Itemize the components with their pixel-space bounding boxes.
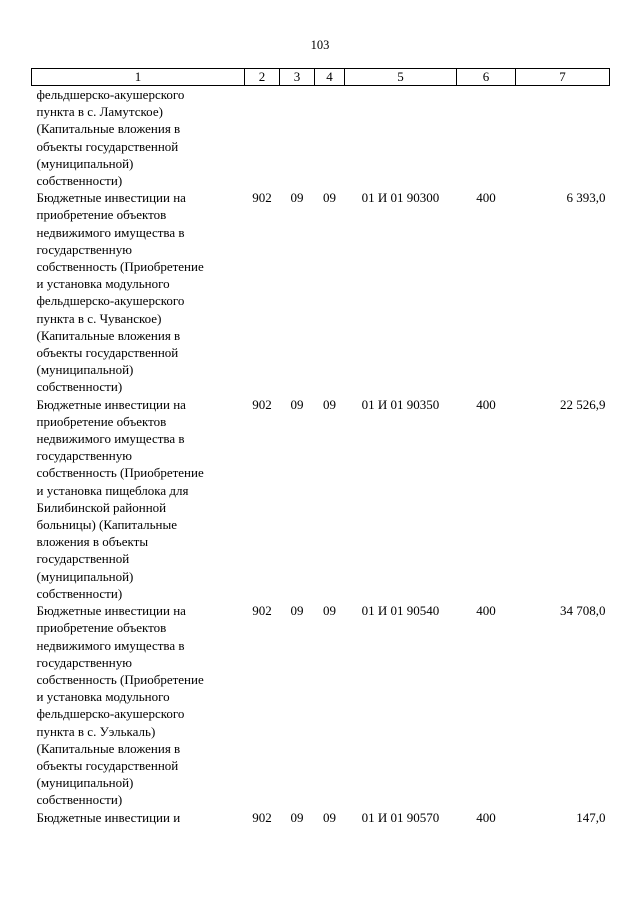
table-row [32, 396, 610, 602]
description-line: государственной [36, 551, 130, 567]
description-line: (муниципальной) [36, 362, 134, 378]
table-body [32, 86, 610, 826]
cell-section-code: 09 [290, 603, 304, 619]
cell-subsection-code [315, 86, 345, 190]
description-line: приобретение объектов [36, 413, 167, 429]
description-line: объекты государственной [36, 345, 179, 361]
cell-section-code: 09 [290, 396, 304, 412]
description-line: фельдшерско-акушерского [36, 87, 185, 102]
cell-amount: 147,0 [576, 809, 606, 825]
column-header-1: 1 [32, 69, 245, 86]
cell-target-article-code: 01 И 01 90540 [361, 603, 440, 619]
description-line: Бюджетные инвестиции на [36, 190, 186, 206]
description-line: вложения в объекты [36, 534, 149, 550]
row-description [32, 86, 245, 190]
cell-target-article-code: 01 И 01 90350 [361, 396, 440, 412]
description-line: Бюджетные инвестиции и [36, 809, 181, 825]
column-header-7: 7 [516, 69, 610, 86]
description-line: государственную [36, 654, 132, 670]
description-line: (муниципальной) [36, 568, 134, 584]
description-line: больницы) (Капитальные [36, 517, 177, 533]
cell-subsection-code: 09 [323, 603, 336, 619]
description-line: недвижимого имущества в [36, 637, 185, 653]
description-line: собственности) [36, 792, 123, 808]
description-line: объекты государственной [36, 757, 179, 773]
column-header-2: 2 [245, 69, 280, 86]
description-line: Билибинской районной [36, 499, 167, 515]
cell-target-article-code: 01 И 01 90570 [361, 809, 440, 825]
cell-subsection-code: 09 [323, 396, 336, 412]
description-line: приобретение объектов [36, 207, 167, 223]
cell-expense-type-code: 400 [476, 190, 496, 206]
page-number: 103 [310, 38, 330, 52]
row-description [32, 396, 245, 602]
cell-expense-type-code: 400 [476, 396, 496, 412]
cell-amount: 22 526,9 [560, 396, 606, 412]
table-header-row [32, 69, 610, 86]
description-line: недвижимого имущества в [36, 431, 185, 447]
column-header-5: 5 [345, 69, 457, 86]
description-line: собственность (Приобретение [36, 671, 204, 687]
column-header-4: 4 [315, 69, 345, 86]
cell-admin-code: 902 [252, 396, 272, 412]
description-line: недвижимого имущества в [36, 224, 185, 240]
description-line: (муниципальной) [36, 775, 134, 791]
description-line: объекты государственной [36, 138, 179, 154]
row-description [32, 189, 245, 395]
table-row [32, 809, 610, 826]
description-line: собственность (Приобретение [36, 465, 204, 481]
cell-target-article-code [345, 86, 457, 190]
row-description [32, 602, 245, 808]
description-line: пункта в с. Ламутское) [36, 104, 163, 120]
description-line: государственную [36, 448, 132, 464]
description-line: (Капитальные вложения в [36, 327, 181, 343]
description-line: (Капитальные вложения в [36, 740, 181, 756]
description-line: фельдшерско-акушерского [36, 293, 185, 309]
cell-subsection-code: 09 [323, 809, 336, 825]
cell-amount: 34 708,0 [560, 603, 606, 619]
cell-admin-code: 902 [252, 809, 272, 825]
description-line: Бюджетные инвестиции на [36, 603, 186, 619]
description-line: пункта в с. Чуванское) [36, 310, 162, 326]
cell-amount: 6 393,0 [566, 190, 606, 206]
table-row [32, 86, 610, 190]
description-line: фельдшерско-акушерского [36, 706, 185, 722]
cell-expense-type-code: 400 [476, 809, 496, 825]
description-line: собственности) [36, 585, 123, 601]
description-line: пункта в с. Уэлькаль) [36, 723, 156, 739]
cell-amount [516, 86, 610, 190]
cell-section-code: 09 [290, 190, 304, 206]
description-line: приобретение объектов [36, 620, 167, 636]
description-line: и установка модульного [36, 689, 170, 705]
cell-section-code [280, 86, 315, 190]
description-line: государственную [36, 241, 132, 257]
description-line: (муниципальной) [36, 155, 134, 171]
row-description [32, 809, 245, 826]
table-row [32, 602, 610, 808]
cell-target-article-code: 01 И 01 90300 [361, 190, 440, 206]
cell-admin-code: 902 [252, 190, 272, 206]
column-header-3: 3 [280, 69, 315, 86]
cell-expense-type-code: 400 [476, 603, 496, 619]
description-line: Бюджетные инвестиции на [36, 396, 186, 412]
description-line: и установка пищеблока для [36, 482, 189, 498]
cell-section-code: 09 [290, 809, 304, 825]
table-row [32, 189, 610, 395]
cell-subsection-code: 09 [323, 190, 336, 206]
cell-expense-type-code [457, 86, 516, 190]
column-header-6: 6 [457, 69, 516, 86]
cell-admin-code [245, 86, 280, 190]
cell-admin-code: 902 [252, 603, 272, 619]
description-line: и установка модульного [36, 276, 170, 292]
description-line: собственности) [36, 379, 123, 395]
description-line: собственности) [36, 173, 123, 189]
description-line: собственность (Приобретение [36, 259, 204, 275]
budget-table [31, 68, 610, 826]
description-line: (Капитальные вложения в [36, 121, 181, 137]
